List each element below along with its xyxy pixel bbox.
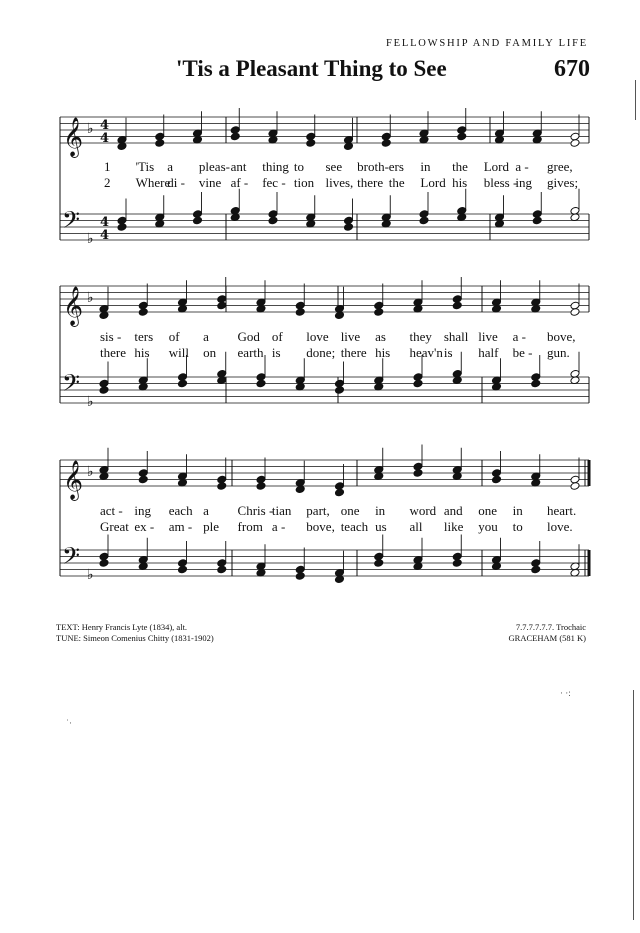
note-head (217, 301, 227, 310)
note-head (295, 572, 305, 581)
note-head (256, 379, 266, 388)
note-head (334, 386, 344, 395)
lyric-syllable: live (478, 329, 498, 344)
key-flat: ♭ (87, 121, 94, 137)
time-signature: 4 (100, 118, 110, 133)
hymn-title: 'Tis a Pleasant Thing to See (176, 56, 447, 81)
lyric-syllable: af - (230, 175, 249, 190)
lyric-syllable: gree, (547, 159, 573, 174)
note-head (413, 469, 423, 478)
lyric-syllable: in (512, 503, 523, 518)
note-head (452, 301, 462, 310)
key-flat: ♭ (87, 231, 94, 247)
scan-speck: ˙· (66, 718, 72, 728)
lyric-syllable: of (271, 329, 283, 344)
lyric-syllable: a (203, 503, 209, 518)
lyric-syllable: as (375, 329, 386, 344)
lyric-syllable: see (325, 159, 343, 174)
treble-clef: 𝄞 (63, 117, 84, 157)
lyric-syllable: a - (271, 519, 286, 534)
bass-clef: 𝄢 (62, 206, 81, 239)
lyric-syllable: pleas- (198, 159, 230, 174)
lyric-syllable: a (167, 159, 174, 174)
lyric-syllable: ant (230, 159, 247, 174)
lyric-syllable: teach (340, 519, 369, 534)
lyric-syllable: one (340, 503, 360, 518)
lyric-syllable: Lord (420, 175, 446, 190)
key-flat: ♭ (87, 394, 94, 410)
lyric-syllable: a (203, 329, 209, 344)
time-signature: 4 (100, 215, 110, 230)
lyric-syllable: bless - (483, 175, 518, 190)
lyric-syllable: 2 (104, 175, 111, 190)
lyric-syllable: a - (512, 329, 526, 344)
lyric-syllable: us (375, 519, 387, 534)
lyric-syllable: there (357, 175, 384, 190)
note-head (457, 132, 467, 141)
lyric-syllable: fec - (262, 175, 286, 190)
lyric-syllable: 'Tis (135, 159, 155, 174)
lyric-syllable: you (478, 519, 498, 534)
note-head (334, 488, 344, 497)
note-head (381, 139, 391, 148)
lyric-syllable: be - (512, 345, 533, 360)
lyric-syllable: lives, (325, 175, 354, 190)
section-heading: FELLOWSHIP AND FAMILY LIFE (386, 38, 588, 49)
note-head (268, 216, 278, 225)
lyric-syllable: one (478, 503, 497, 518)
lyric-syllable: broth- (357, 159, 389, 174)
lyric-syllable: ing (134, 503, 151, 518)
note-head (374, 559, 384, 568)
lyric-syllable: to (293, 159, 304, 174)
note-head (217, 482, 227, 491)
lyric-syllable: ple (203, 519, 220, 534)
lyric-syllable: his (452, 175, 468, 190)
lyric-syllable: di - (167, 175, 185, 190)
lyric-syllable: in (420, 159, 431, 174)
lyric-syllable: done; (306, 345, 336, 360)
lyric-syllable: thing (262, 159, 289, 174)
bass-clef: 𝄢 (62, 542, 81, 575)
time-signature: 4 (100, 131, 110, 146)
note-head (138, 475, 148, 484)
key-flat: ♭ (87, 567, 94, 583)
lyric-syllable: tian (271, 503, 292, 518)
note-head (570, 482, 580, 491)
lyric-syllable: Where (135, 175, 171, 190)
lyric-syllable: Chris - (237, 503, 274, 518)
lyric-syllable: am - (168, 519, 193, 534)
tune-name: GRACEHAM (581 K) (508, 633, 586, 643)
lyric-syllable: Lord (483, 159, 509, 174)
lyric-syllable: shall (443, 329, 469, 344)
note-head (177, 565, 187, 574)
lyric-syllable: a - (515, 159, 529, 174)
lyric-syllable: like (443, 519, 464, 534)
lyric-syllable: each (168, 503, 193, 518)
lyric-syllable: in (375, 503, 386, 518)
lyric-syllable: is (271, 345, 281, 360)
lyric-syllable: live (340, 329, 361, 344)
note-head (306, 139, 316, 148)
lyric-syllable: there (340, 345, 367, 360)
lyric-syllable: half (478, 345, 499, 360)
lyric-syllable: word (409, 503, 437, 518)
treble-clef: 𝄞 (63, 460, 84, 500)
note-head (155, 139, 165, 148)
lyric-syllable: is (443, 345, 453, 360)
note-head (138, 308, 148, 317)
lyric-syllable: ex - (134, 519, 155, 534)
scan-speck: · ·: (560, 688, 571, 698)
lyric-syllable: love (306, 329, 329, 344)
lyric-syllable: and (443, 503, 463, 518)
page-edge-mark (635, 80, 636, 120)
meter: 7.7.7.7.7.7. Trochaic (515, 622, 586, 632)
bass-clef: 𝄢 (62, 369, 81, 402)
lyric-syllable: ters (134, 329, 154, 344)
note-head (374, 308, 384, 317)
treble-clef: 𝄞 (63, 286, 84, 326)
note-head (295, 308, 305, 317)
lyric-syllable: his (134, 345, 150, 360)
note-head (117, 223, 127, 232)
note-head (230, 132, 240, 141)
lyric-syllable: earth (237, 345, 264, 360)
lyric-syllable: all (409, 519, 423, 534)
note-head (413, 379, 423, 388)
note-head (570, 139, 580, 148)
lyric-syllable: God (237, 329, 260, 344)
tune-credit: TUNE: Simeon Comenius Chitty (1831-1902) (56, 633, 214, 643)
lyric-syllable: love. (547, 519, 573, 534)
note-head (99, 386, 109, 395)
note-head (491, 475, 501, 484)
lyric-syllable: on (203, 345, 217, 360)
note-head (570, 308, 580, 317)
lyric-syllable: 1 (104, 159, 111, 174)
note-head (256, 482, 266, 491)
note-head (192, 216, 202, 225)
lyric-syllable: to (512, 519, 523, 534)
lyric-syllable: the (452, 159, 468, 174)
lyric-syllable: gives; (547, 175, 579, 190)
lyric-syllable: ers (388, 159, 404, 174)
lyric-syllable: his (375, 345, 391, 360)
note-head (343, 223, 353, 232)
lyric-syllable: from (237, 519, 263, 534)
lyric-syllable: will (168, 345, 189, 360)
lyric-syllable: bove, (547, 329, 576, 344)
lyric-syllable: of (168, 329, 180, 344)
key-flat: ♭ (87, 290, 94, 306)
lyric-syllable: bove, (306, 519, 335, 534)
note-head (177, 379, 187, 388)
note-head (532, 216, 542, 225)
lyric-syllable: vine (198, 175, 222, 190)
lyric-syllable: the (388, 175, 405, 190)
note-head (419, 216, 429, 225)
note-head (217, 565, 227, 574)
lyric-syllable: ing (515, 175, 532, 190)
text-credit: TEXT: Henry Francis Lyte (1834), alt. (56, 622, 188, 632)
lyric-syllable: there (100, 345, 126, 360)
page-edge-mark (633, 690, 634, 920)
lyric-syllable: act - (100, 503, 123, 518)
lyric-syllable: they (409, 329, 432, 344)
lyric-syllable: sis - (100, 329, 122, 344)
lyric-syllable: Great (100, 519, 129, 534)
lyric-syllable: gun. (547, 345, 570, 360)
key-flat: ♭ (87, 464, 94, 480)
lyric-syllable: heart. (547, 503, 577, 518)
note-head (531, 379, 541, 388)
lyric-syllable: tion (293, 175, 315, 190)
time-signature: 4 (100, 228, 110, 243)
hymn-number: 670 (554, 56, 590, 82)
note-head (99, 559, 109, 568)
lyric-syllable: part, (306, 503, 330, 518)
note-head (531, 565, 541, 574)
note-head (452, 559, 462, 568)
lyric-syllable: heav'n (409, 345, 443, 360)
